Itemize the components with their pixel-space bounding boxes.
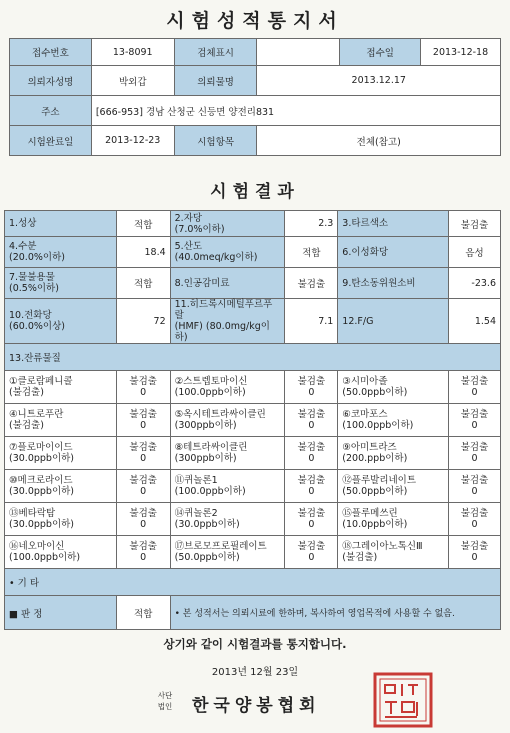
residue-value-line: 0 (471, 387, 478, 398)
residue-label-line: ⑬베타락탐 (9, 508, 56, 519)
residue-label (5, 470, 117, 503)
results-title: 시험결과 (210, 182, 300, 202)
residue-label-line: (100.0ppb이하) (9, 552, 81, 563)
residue-value-line: 0 (308, 486, 315, 497)
result-label-line: 1.성상 (9, 218, 37, 229)
result-row (5, 299, 501, 344)
result-label-line: 8.인공감미료 (174, 277, 230, 289)
residue-label-line: ⑨아미트라즈 (342, 442, 397, 453)
org-type-line: 사단 (157, 691, 173, 700)
result-value: 72 (116, 299, 170, 344)
residue-label-line: ⑮플루메쓰린 (342, 508, 398, 519)
result-label-line: 10.전화당 (9, 310, 52, 321)
result-value: 2.3 (285, 211, 338, 237)
residue-value-line: 불검출 (460, 475, 489, 486)
request-date-label: 의뢰물명 (174, 66, 257, 96)
residue-value-line: 불검출 (297, 541, 326, 552)
result-label-line: 9.탄소동위원소비 (342, 277, 416, 289)
residue-value-line: 불검출 (297, 376, 326, 387)
residue-label-line: (30.0ppb이하) (174, 519, 240, 530)
residue-value (285, 470, 338, 503)
residue-value-line: 0 (471, 552, 478, 563)
residue-label-line: (30.0ppb이하) (9, 453, 75, 464)
result-label (170, 268, 285, 299)
result-label-line: 4.수분 (9, 241, 37, 252)
residue-value (116, 503, 170, 536)
residue-label-line: (불검출) (9, 387, 44, 398)
result-label (5, 299, 117, 344)
residue-value-line: 불검출 (297, 409, 326, 420)
residue-row (5, 437, 501, 470)
residue-label (338, 503, 449, 536)
residue-label-line: (100.0ppb이하) (174, 387, 246, 398)
residue-label-line: (50.0ppb이하) (342, 486, 408, 497)
receipt-no-label: 접수번호 (10, 39, 92, 66)
residue-label-line: ⑭퀴놀론2 (174, 508, 218, 519)
result-label-line: 12.F/G (342, 315, 374, 327)
residue-label-line: ⑥코마포스 (342, 409, 388, 420)
residue-value-line: 0 (471, 453, 478, 464)
residue-label-line: (50.0ppb이하) (342, 387, 408, 398)
residue-value-line: 불검출 (460, 541, 489, 552)
result-value: 불검출 (285, 268, 338, 299)
organization-block (150, 688, 410, 722)
residue-label (5, 437, 117, 470)
result-row (5, 268, 501, 299)
residue-value-line: 0 (140, 387, 147, 398)
document-title: 시험성적통지서 (166, 10, 344, 32)
residue-label-line: ⑱그레이아노톡신Ⅲ (342, 541, 423, 552)
residue-label-line: (30.0ppb이하) (9, 519, 75, 530)
residue-label-line: ⑰브로모프로필레이트 (174, 541, 267, 552)
residue-label (170, 536, 285, 569)
residue-label (170, 404, 285, 437)
result-label-line: 6.이성화당 (342, 246, 389, 258)
result-label (338, 299, 449, 344)
result-label (170, 211, 285, 237)
result-value: -23.6 (449, 268, 501, 299)
receipt-date-value: 2013-12-18 (421, 39, 501, 66)
residue-value-line: 0 (140, 486, 147, 497)
result-value: 7.1 (285, 299, 338, 344)
judgment-note: • 본 성적서는 의뢰시료에 한하며, 복사하여 영업목적에 사용할 수 없음. (170, 596, 500, 630)
residue-value-line: 0 (140, 519, 147, 530)
residue-value-line: 불검출 (460, 376, 489, 387)
residue-label-line: (300ppb이하) (174, 453, 237, 464)
residue-label-line: (10.0ppb이하) (342, 519, 408, 530)
residue-value-line: 0 (308, 453, 315, 464)
judgment-label: ■ 판 정 (5, 596, 117, 630)
residue-row (5, 503, 501, 536)
official-seal (372, 672, 434, 728)
residue-section-title: 13.잔류물질 (5, 344, 501, 371)
result-label-line: 7.물불용물 (9, 272, 55, 283)
result-value: 적합 (116, 211, 170, 237)
result-label (170, 237, 285, 268)
residue-value-line: 0 (471, 486, 478, 497)
residue-label (338, 437, 449, 470)
residue-value (285, 503, 338, 536)
completed-value: 2013-12-23 (91, 126, 174, 156)
result-label (338, 211, 449, 237)
residue-label (170, 371, 285, 404)
residue-label-line: (100.0ppb이하) (342, 420, 414, 431)
results-table (4, 210, 501, 630)
residue-value-line: 불검출 (129, 442, 157, 453)
org-type (150, 690, 180, 712)
residue-value (449, 437, 501, 470)
residue-value-line: 0 (140, 420, 147, 431)
address-label: 주소 (10, 96, 92, 126)
residue-value-line: 불검출 (460, 508, 489, 519)
result-label (338, 237, 449, 268)
residue-value (449, 470, 501, 503)
residue-row (5, 470, 501, 503)
residue-value-line: 불검출 (129, 409, 157, 420)
residue-value (285, 371, 338, 404)
residue-label-line: (30.0ppb이하) (9, 486, 75, 497)
residue-value-line: 0 (471, 519, 478, 530)
residue-label (338, 371, 449, 404)
residue-value (116, 404, 170, 437)
result-label (5, 237, 117, 268)
residue-label (170, 470, 285, 503)
residue-value-line: 불검출 (129, 541, 157, 552)
residue-label (338, 404, 449, 437)
residue-label (170, 437, 285, 470)
residue-label-line: (300ppb이하) (174, 420, 237, 431)
result-value: 1.54 (449, 299, 501, 344)
result-value: 적합 (116, 268, 170, 299)
residue-value-line: 불검출 (297, 508, 326, 519)
address-value: [666-953] 경남 산청군 신등면 양전리831 (91, 96, 500, 126)
result-value: 불검출 (449, 211, 501, 237)
residue-value (116, 536, 170, 569)
residue-value-line: 불검출 (460, 409, 489, 420)
residue-label-line: ①클로람페니콜 (9, 376, 73, 387)
notice-text: 상기와 같이 시험결과를 통지합니다. (163, 637, 347, 651)
residue-label-line: (불검출) (9, 420, 44, 431)
residue-row (5, 536, 501, 569)
residue-row (5, 404, 501, 437)
result-value: 적합 (285, 237, 338, 268)
residue-label-line: ②스트렙토마이신 (174, 376, 248, 387)
result-label-line: 2.자당 (174, 212, 203, 224)
residue-value-line: 0 (471, 420, 478, 431)
residue-value-line: 0 (308, 552, 315, 563)
test-items-value: 전체(참고) (257, 126, 501, 156)
org-type-line: 법인 (157, 702, 173, 711)
result-value: 음성 (449, 237, 501, 268)
receipt-date-label: 접수일 (340, 39, 421, 66)
test-items-label: 시험항목 (174, 126, 257, 156)
result-label-line: 5.산도 (174, 241, 203, 252)
residue-value (116, 470, 170, 503)
residue-value (285, 536, 338, 569)
residue-label-line: ⑩메크로라이드 (9, 475, 73, 486)
residue-label-line: ⑪퀴놀론1 (174, 475, 218, 486)
residue-label-line: ④니트로푸란 (9, 409, 64, 420)
residue-value-line: 0 (140, 552, 147, 563)
organization-name: 한국양봉협회 (192, 696, 321, 716)
judgment-value: 적합 (116, 596, 170, 630)
residue-label-line: (200.ppb이하) (342, 453, 408, 464)
result-label-line: (HMF) (80.0mg/kg이하) (174, 321, 270, 343)
residue-label (5, 503, 117, 536)
residue-value-line: 불검출 (460, 442, 489, 453)
residue-value (449, 503, 501, 536)
residue-value-line: 0 (308, 420, 315, 431)
result-label (5, 268, 117, 299)
residue-value (449, 404, 501, 437)
request-date-value: 2013.12.17 (257, 66, 501, 96)
header-table (9, 38, 501, 156)
result-label-line: (20.0%이하) (9, 252, 65, 263)
residue-label-line: ⑫플루발리네이트 (342, 475, 417, 486)
residue-label-line: (100.0ppb이하) (174, 486, 246, 497)
residue-value-line: 0 (308, 387, 315, 398)
result-row (5, 211, 501, 237)
residue-value (116, 371, 170, 404)
result-label-line: (60.0%이상) (9, 321, 65, 332)
sample-label: 검체표시 (174, 39, 257, 66)
client-label: 의뢰자성명 (10, 66, 92, 96)
client-value: 박외갑 (91, 66, 174, 96)
sample-value (257, 39, 340, 66)
other-row: • 기 타 (5, 569, 501, 596)
residue-value-line: 0 (308, 519, 315, 530)
residue-label (5, 536, 117, 569)
residue-row (5, 371, 501, 404)
residue-value (449, 536, 501, 569)
result-label-line: (7.0%이하) (174, 223, 225, 235)
residue-label-line: ③시미아졸 (342, 376, 388, 387)
residue-label-line: (불검출) (342, 552, 378, 563)
completed-label: 시험완료일 (10, 126, 92, 156)
result-label-line: 3.타르색소 (342, 218, 389, 229)
residue-value (285, 404, 338, 437)
result-row (5, 237, 501, 268)
residue-value (116, 437, 170, 470)
result-label (5, 211, 117, 237)
residue-label (338, 470, 449, 503)
result-label (338, 268, 449, 299)
residue-label-line: ⑤옥시테트라싸이클린 (174, 409, 266, 420)
result-label-line: (40.0meq/kg이하) (174, 252, 258, 263)
residue-label (338, 536, 449, 569)
residue-label (170, 503, 285, 536)
residue-label-line: (50.0ppb이하) (174, 552, 240, 563)
residue-label (5, 371, 117, 404)
residue-value (285, 437, 338, 470)
receipt-no-value: 13-8091 (91, 39, 174, 66)
result-label (170, 299, 285, 344)
residue-value-line: 불검출 (129, 376, 157, 387)
result-label-line: (0.5%이하) (9, 283, 59, 294)
result-label-line: 11.히드록시메틸푸르푸랄 (174, 299, 273, 321)
residue-label-line: ⑧테트라싸이클린 (174, 442, 248, 453)
residue-value-line: 불검출 (297, 442, 326, 453)
residue-label-line: ⑯네오마이신 (9, 541, 65, 552)
residue-label-line: ⑦플로마이이드 (9, 442, 73, 453)
result-value: 18.4 (116, 237, 170, 268)
residue-value-line: 불검출 (297, 475, 326, 486)
residue-value-line: 0 (140, 453, 147, 464)
residue-label (5, 404, 117, 437)
residue-value-line: 불검출 (129, 508, 157, 519)
issue-date: 2013년 12월 23일 (211, 667, 299, 678)
residue-value (449, 371, 501, 404)
residue-value-line: 불검출 (129, 475, 157, 486)
